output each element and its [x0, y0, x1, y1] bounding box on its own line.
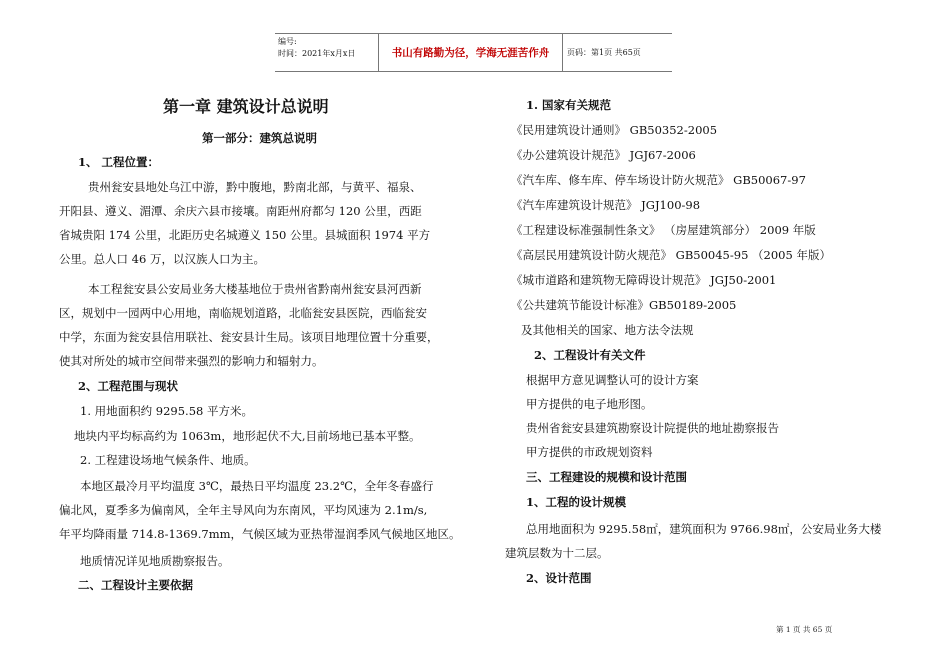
page-footer: 第 1 页 共 65 页	[776, 625, 833, 634]
section-title: 2、工程设计有关文件	[534, 348, 646, 362]
norm-item: 《工程建设标准强制性条文》 （房屋建筑部分） 2009 年版	[511, 223, 816, 237]
paragraph-line: 2. 工程建设场地气候条件、地质。	[80, 453, 256, 467]
section-title: 1、工程的设计规模	[526, 495, 627, 509]
doc-item: 甲方提供的市政规划资料	[526, 445, 653, 459]
norm-item: 《高层民用建筑设计防火规范》 GB50045-95 （2005 年版）	[511, 248, 831, 262]
paragraph-line: 偏北风，夏季多为偏南风，全年主导风向为东南风，平均风速为 2.1m/s,	[59, 503, 428, 517]
norm-item: 《公共建筑节能设计标准》GB50189-2005	[511, 298, 737, 312]
header-meta	[275, 34, 379, 71]
paragraph-line: 区，规划中一园两中心用地，南临规划道路，北临瓮安县医院，西临瓮安	[59, 306, 427, 320]
doc-item: 甲方提供的电子地形图。	[526, 397, 653, 411]
paragraph-line: 本工程瓮安县公安局业务大楼基地位于贵州省黔南州瓮安县河西新	[88, 282, 422, 296]
section-title: 二、工程设计主要依据	[78, 578, 193, 592]
paragraph-line: 省城贵阳 174 公里，北距历史名城遵义 150 公里。县城面积 1974 平方	[59, 228, 431, 242]
chapter-title: 第一章 建筑设计总说明	[163, 97, 329, 116]
code-label: 编号:	[278, 37, 297, 46]
paragraph-line: 贵州瓮安县地处乌江中游，黔中腹地，黔南北部，与黄平、福泉、	[88, 180, 422, 194]
paragraph-line: 总用地面积为 9295.58㎡，建筑面积为 9766.98㎡，公安局业务大楼	[526, 522, 882, 536]
paragraph-line: 本地区最冷月平均温度 3℃，最热日平均温度 23.2℃，全年冬春盛行	[80, 479, 434, 493]
section-title: 1. 国家有关规范	[526, 98, 612, 112]
norm-item: 《城市道路和建筑物无障碍设计规范》 JGJ50-2001	[511, 273, 777, 287]
paragraph-line: 使其对所处的城市空间带来强烈的影响力和辐射力。	[59, 354, 324, 368]
norm-item: 《汽车库、修车库、停车场设计防火规范》 GB50067-97	[511, 173, 806, 187]
part-title: 第一部分：建筑总说明	[202, 131, 317, 145]
time-label: 时间：2021年x月x日	[278, 49, 356, 58]
paragraph-line: 建筑层数为十二层。	[505, 546, 609, 560]
section-title: 2、设计范围	[526, 571, 592, 585]
paragraph-line: 公里。总人口 46 万，以汉族人口为主。	[59, 252, 265, 266]
paragraph-line: 开阳县、遵义、湄潭、余庆六县市接壤。南距州府都匀 120 公里，西距	[59, 204, 422, 218]
norm-item: 《汽车库建筑设计规范》 JGJ100-98	[511, 198, 701, 212]
doc-item: 贵州省瓮安县建筑勘察设计院提供的地址勘察报告	[526, 421, 779, 435]
section-title: 1、 工程位置：	[78, 155, 160, 169]
norm-item: 《办公建筑设计规范》 JGJ67-2006	[511, 148, 696, 162]
paragraph-line: 地块内平均标高约为 1063m，地形起伏不大,目前场地已基本平整。	[74, 429, 421, 443]
paragraph-line: 中学，东面为瓮安县信用联社、瓮安县计生局。该项目地理位置十分重要，	[59, 330, 439, 344]
paragraph-line: 年平均降雨量 714.8-1369.7mm，气候区域为亚热带湿润季风气候地区地区。	[59, 527, 461, 541]
norm-item: 《民用建筑设计通则》 GB50352-2005	[511, 123, 718, 137]
header-page-label: 页码：第1页 共65页	[567, 48, 641, 57]
page-header	[275, 33, 672, 72]
section-title: 2、工程范围与现状	[78, 379, 179, 393]
header-motto: 书山有路勤为径，学海无涯苦作舟	[379, 34, 563, 71]
paragraph-line: 地质情况详见地质勘察报告。	[80, 554, 230, 568]
norm-item: 及其他相关的国家、地方法令法规	[521, 323, 694, 337]
section-title: 三、工程建设的规模和设计范围	[526, 470, 687, 484]
doc-item: 根据甲方意见调整认可的设计方案	[526, 373, 699, 387]
paragraph-line: 1. 用地面积约 9295.58 平方米。	[80, 404, 253, 418]
